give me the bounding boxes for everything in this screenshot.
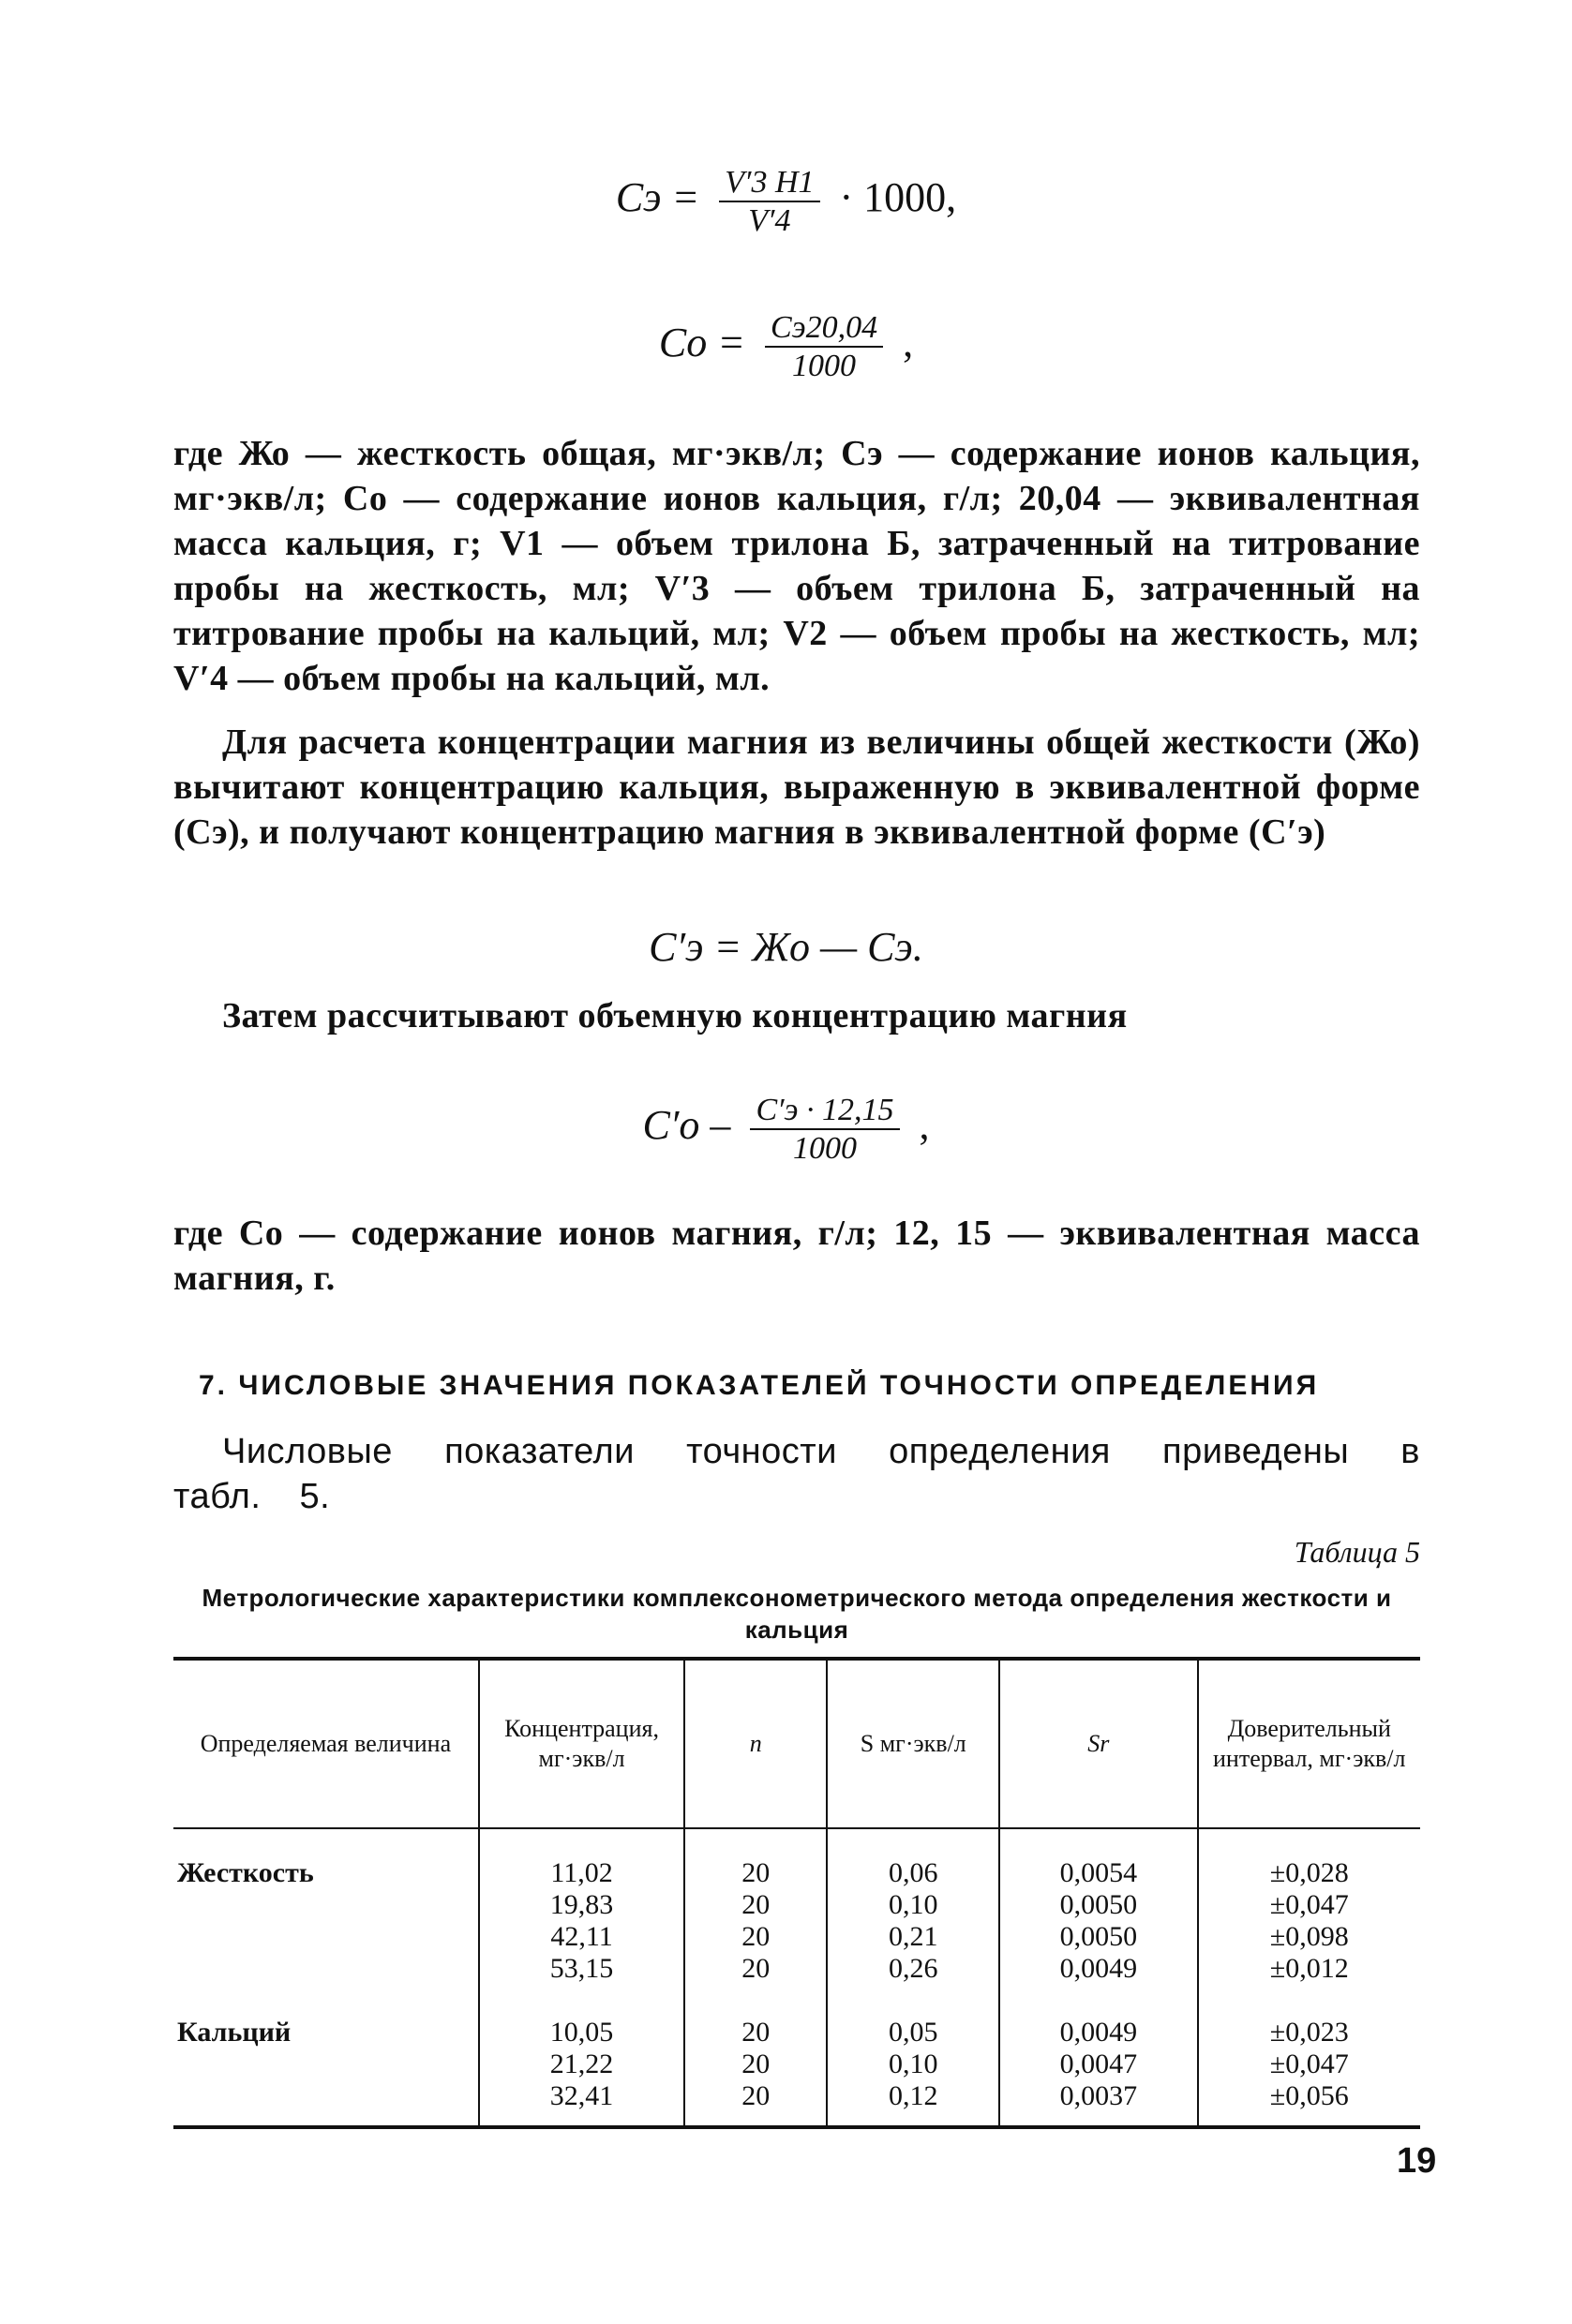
table-caption: Метрологические характеристики комплексонометрического метода определения жесткости и кальция: [202, 1584, 1392, 1644]
table-cell: 53,15: [549, 1953, 614, 1984]
fraction-numerator: Cэ20,04: [765, 309, 883, 348]
table-cell: ±0,047: [1269, 1889, 1349, 1920]
table-cell: 0,26: [889, 1953, 938, 1984]
table-cell: 0,05: [889, 2017, 938, 2048]
fraction-denominator: 1000: [792, 1131, 857, 1167]
row-ci-values: [1198, 1828, 1421, 1989]
table-cell: 0,0049: [1059, 2017, 1138, 2048]
table-cell: 21,22: [549, 2048, 614, 2079]
formula-rhs: · 1000,: [839, 174, 957, 221]
fraction-numerator: C′э · 12,15: [750, 1092, 899, 1130]
header-s: S мг·экв/л: [827, 1659, 999, 1828]
paragraph-volume-concentration: [173, 993, 1420, 1038]
header-confidence-interval: Доверительный интервал, мг·экв/л: [1198, 1659, 1421, 1828]
row-name: Жесткость: [177, 1857, 314, 1888]
fraction-numerator: V′3 H1: [719, 164, 819, 202]
table-cell: 20: [741, 2048, 771, 2079]
row-n-values: [684, 1989, 827, 2127]
row-n-values: [684, 1828, 827, 1989]
table-cell: 11,02: [550, 1857, 613, 1888]
paragraph-magnesium-method: [173, 720, 1420, 855]
header-n: n: [684, 1659, 827, 1828]
row-sr-values: [999, 1989, 1197, 2127]
metrology-table: [173, 1657, 1420, 2129]
table-cell: ±0,056: [1269, 2080, 1349, 2111]
formula-magnesium-mass: [0, 1092, 1572, 1167]
paragraph-definitions-1: где Жо — жесткость общая, мг·экв/л; Cэ — содержание ионов кальция, мг·экв/л; Cо — содержание ионов кальция, г/л; 20,04 — эквивалентная масса кальция, г; V1 — объем трилона Б, затраченный на титрование пробы на жесткость, мл; V′3 — объем трилона Б, затраченный на титрование пробы на кальций, мл; V2 — объем пробы на жесткость, мл; V′4 — объем пробы на кальций, мл.: [173, 434, 1420, 698]
paragraph-definitions-2: где Cо — содержание ионов магния, г/л; 12, 15 — эквивалентная масса магния, г.: [173, 1214, 1420, 1298]
table-cell: 20: [741, 1857, 771, 1888]
table-header-row: [173, 1659, 1420, 1828]
table-cell: 0,0047: [1059, 2048, 1138, 2079]
table-row: [173, 1989, 1420, 2127]
formula-lhs: Cэ =: [615, 174, 700, 221]
table-cell: 0,12: [889, 2080, 938, 2111]
table-cell: 0,0049: [1059, 1953, 1138, 1984]
table-cell: 0,0037: [1059, 2080, 1138, 2111]
table-cell: ±0,012: [1269, 1953, 1349, 1984]
paragraph-text: Затем рассчитывают объемную концентрацию магния: [222, 996, 1128, 1035]
row-s-values: [827, 1989, 999, 2127]
formula-lhs: Cо =: [658, 320, 745, 366]
table-cell: 32,41: [549, 2080, 614, 2111]
table-cell: ±0,047: [1269, 2048, 1349, 2079]
table-cell: 0,10: [889, 1889, 938, 1920]
row-s-values: [827, 1828, 999, 1989]
header-sr: Sr: [999, 1659, 1197, 1828]
formula-calcium-mass: [0, 309, 1572, 384]
row-name: Кальций: [173, 1989, 479, 2127]
table-cell: 20: [741, 2017, 771, 2048]
formula-rhs: ,: [919, 1102, 930, 1149]
paragraph-table-reference: [173, 1429, 1420, 1519]
table-cell: 0,0054: [1059, 1857, 1138, 1888]
header-concentration: Концентрация, мг·экв/л: [479, 1659, 684, 1828]
table-cell: 0,0050: [1059, 1889, 1138, 1920]
paragraph-text: Для расчета концентрации магния из величины общей жесткости (Жо) вычитают концентрацию кальция, выраженную в эквивалентной форме (Cэ), и получают концентрацию магния в эквивалентной форме (C′э): [173, 723, 1420, 852]
table-cell: 20: [741, 1889, 771, 1920]
formula-fraction: [719, 164, 819, 239]
formula-lhs: C′о –: [642, 1102, 731, 1149]
table-cell: ±0,098: [1269, 1921, 1349, 1952]
formula-fraction: [750, 1092, 899, 1167]
row-concentration-values: [479, 1989, 684, 2127]
table-cell: 0,06: [889, 1857, 938, 1888]
table-cell: 19,83: [549, 1889, 614, 1920]
table-cell: ±0,023: [1269, 2017, 1349, 2048]
page-number: 19: [1397, 2141, 1437, 2181]
row-concentration-values: [479, 1828, 684, 1989]
table-cell: 0,21: [889, 1921, 938, 1952]
fraction-denominator: V′4: [748, 203, 791, 239]
row-ci-values: [1198, 1989, 1421, 2127]
formula-magnesium-equivalent: [0, 923, 1572, 971]
table-cell: 0,0050: [1059, 1921, 1138, 1952]
formula-rhs: ,: [903, 320, 914, 366]
header-quantity: Определяемая величина: [173, 1659, 479, 1828]
fraction-denominator: 1000: [792, 349, 857, 384]
formula-fraction: [765, 309, 883, 384]
table-cell: 42,11: [550, 1921, 613, 1952]
table-cell: 10,05: [549, 2017, 614, 2048]
section-heading: 7. ЧИСЛОВЫЕ ЗНАЧЕНИЯ ПОКАЗАТЕЛЕЙ ТОЧНОСТИ ОПРЕДЕЛЕНИЯ: [199, 1370, 1320, 1401]
paragraph-text: Числовые показатели точности определения приведены в табл. 5.: [173, 1432, 1420, 1516]
table-cell: 0,10: [889, 2048, 938, 2079]
table-cell: 20: [741, 2080, 771, 2111]
table-cell: ±0,028: [1269, 1857, 1349, 1888]
formula-text: C′э = Жо — Cэ.: [649, 924, 923, 970]
table-row: [173, 1828, 1420, 1989]
table-label: Таблица 5: [1294, 1535, 1420, 1569]
table-cell: 20: [741, 1921, 771, 1952]
row-sr-values: [999, 1828, 1197, 1989]
formula-calcium-equivalent: [0, 164, 1572, 239]
table-cell: 20: [741, 1953, 771, 1984]
